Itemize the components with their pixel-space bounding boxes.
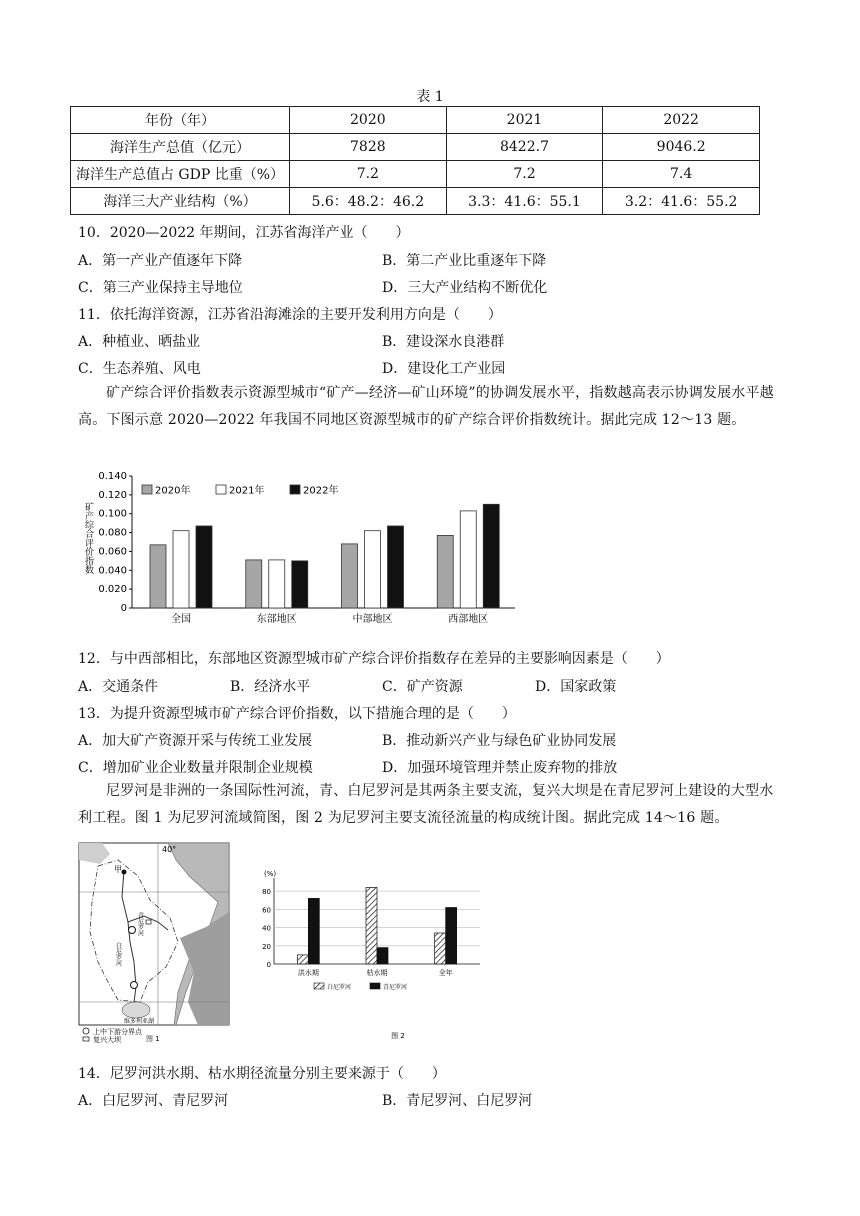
- y-tick-label: 60: [262, 906, 271, 915]
- bar-青尼罗河: [377, 948, 388, 964]
- table-cell: 2020: [290, 107, 447, 134]
- bar-2022年: [388, 526, 404, 608]
- legend-dam-label: 复兴大坝: [93, 1036, 121, 1044]
- nile-basin-map: [78, 842, 230, 1044]
- table-cell: 3.3：41.6：55.1: [446, 188, 603, 215]
- q12-option-c[interactable]: C．矿产资源: [382, 679, 463, 695]
- y-tick-label: 0.140: [98, 471, 127, 482]
- q10-option-b[interactable]: B．第二产业比重逐年下降: [382, 253, 547, 269]
- bar-2021年: [365, 531, 381, 608]
- table-cell: 8422.7: [446, 134, 603, 161]
- table-cell: 3.2：41.6：55.2: [603, 188, 760, 215]
- y-tick-label: 0.120: [98, 489, 127, 501]
- bar-白尼罗河: [366, 887, 377, 964]
- longitude-label: 40°: [162, 845, 177, 854]
- bar-2020年: [246, 560, 262, 608]
- question-13-stem: 13．为提升资源型城市矿产综合评价指数，以下措施合理的是（ ）: [78, 706, 516, 722]
- table-row-header: 海洋生产总值（亿元）: [71, 134, 290, 161]
- white-nile-label: 白尼罗河: [114, 942, 122, 966]
- legend-dam-icon: [83, 1037, 89, 1041]
- bar-2020年: [437, 535, 453, 608]
- q13-option-a[interactable]: A．加大矿产资源开采与传统工业发展: [78, 733, 313, 749]
- question-12-stem: 12．与中西部相比，东部地区资源型城市矿产综合评价指数存在差异的主要影响因素是（ ）: [78, 651, 670, 667]
- legend-label: 2020年: [155, 485, 191, 497]
- passage-nile: 尼罗河是非洲的一条国际性河流，青、白尼罗河是其两条主要支流，复兴大坝是在青尼罗河上建设的大型水利工程。图 1 为尼罗河流域简图，图 2 为尼罗河主要支流径流量的构成统计图。据此完成 14～16 题。: [78, 783, 774, 826]
- mineral-index-bar-chart: [70, 468, 520, 630]
- point-jia-label: 甲: [114, 865, 122, 874]
- table-cell: 7.2: [290, 161, 447, 188]
- point-jia-marker: [122, 870, 127, 875]
- lake-label: 维多利亚湖: [124, 1018, 155, 1025]
- y-tick-label: 0: [120, 603, 127, 614]
- y-tick-label: 0.100: [98, 508, 127, 520]
- legend-swatch: [314, 983, 324, 989]
- q12-option-d[interactable]: D．国家政策: [535, 679, 617, 695]
- marine-economy-table: [70, 106, 760, 215]
- nile-runoff-bar-chart: [248, 868, 484, 1040]
- q11-option-a[interactable]: A．种植业、晒盐业: [78, 334, 201, 350]
- q10-option-a[interactable]: A．第一产业产值逐年下降: [78, 253, 243, 269]
- q14-option-a[interactable]: A．白尼罗河、青尼罗河: [78, 1093, 229, 1109]
- q13-option-c[interactable]: C．增加矿业企业数量并限制企业规模: [78, 760, 313, 776]
- bar-2021年: [173, 531, 189, 608]
- x-category-label: 全国: [171, 614, 191, 625]
- table-row: [71, 161, 760, 188]
- boundary-point-marker: [129, 927, 136, 934]
- x-category-label: 中部地区: [352, 614, 393, 625]
- bar-2022年: [196, 526, 212, 608]
- table-row-header: 年份（年）: [71, 107, 290, 134]
- table-cell: 5.6：48.2：46.2: [290, 188, 447, 215]
- y-tick-label: 20: [262, 942, 271, 951]
- table-cell: 7828: [290, 134, 447, 161]
- bar-2021年: [460, 511, 476, 608]
- q12-option-b[interactable]: B．经济水平: [230, 679, 311, 695]
- legend-boundary-label: 上中下游分界点: [93, 1028, 142, 1036]
- table-row: [71, 107, 760, 134]
- table-caption: 表 1: [416, 89, 444, 105]
- table-cell: 7.2: [446, 161, 603, 188]
- q14-option-b[interactable]: B．青尼罗河、白尼罗河: [382, 1093, 533, 1109]
- bar-2021年: [269, 560, 285, 608]
- bar-青尼罗河: [446, 908, 457, 964]
- legend-label: 白尼罗河: [327, 984, 352, 991]
- legend-circle-icon: [83, 1028, 89, 1034]
- bar-2022年: [483, 504, 499, 608]
- y-tick-label: 0.020: [98, 584, 127, 596]
- figure-1-caption: 图 1: [146, 1035, 160, 1043]
- table-row: [71, 188, 760, 215]
- bar-白尼罗河: [435, 933, 446, 964]
- question-14-stem: 14．尼罗河洪水期、枯水期径流量分别主要来源于（ ）: [78, 1066, 446, 1082]
- passage-mineral-index: 矿产综合评价指数表示资源型城市“矿产—经济—矿山环境”的协调发展水平，指数越高表示协调发展水平越高。下图示意 2020—2022 年我国不同地区资源型城市的矿产综合评价指数统计。据此完成 12～13 题。: [78, 385, 774, 428]
- legend-label: 青尼罗河: [383, 984, 408, 991]
- legend-swatch: [216, 485, 226, 494]
- table-cell: 2021: [446, 107, 603, 134]
- q13-option-d[interactable]: D．加强环境管理并禁止废弃物的排放: [382, 760, 618, 776]
- legend-swatch: [370, 983, 380, 989]
- legend-label: 2021年: [229, 485, 265, 497]
- legend-label: 2022年: [303, 485, 339, 497]
- q11-option-b[interactable]: B．建设深水良港群: [382, 334, 505, 350]
- y-tick-label: 0.060: [98, 546, 127, 558]
- dam-marker: [146, 920, 151, 924]
- x-category-label: 枯水期: [366, 969, 388, 977]
- question-11-stem: 11．依托海洋资源，江苏省沿海滩涂的主要开发利用方向是（ ）: [78, 307, 502, 323]
- q13-option-b[interactable]: B．推动新兴产业与绿色矿业协同发展: [382, 733, 617, 749]
- y-tick-label: 0.080: [98, 527, 127, 539]
- table-cell: 7.4: [603, 161, 760, 188]
- x-category-label: 全年: [438, 969, 453, 977]
- x-category-label: 西部地区: [448, 614, 489, 625]
- y-axis-label: (%): [264, 870, 277, 878]
- table-cell: 9046.2: [603, 134, 760, 161]
- y-tick-label: 0.040: [98, 565, 127, 577]
- q10-option-c[interactable]: C．第三产业保持主导地位: [78, 280, 243, 296]
- q12-option-a[interactable]: A．交通条件: [78, 679, 159, 695]
- bar-青尼罗河: [308, 898, 319, 964]
- blue-nile-label: 青尼罗河: [136, 912, 144, 936]
- boundary-point-marker: [131, 982, 138, 989]
- q11-option-d[interactable]: D．建设化工产业园: [382, 361, 506, 377]
- table-cell: 2022: [603, 107, 760, 134]
- legend-swatch: [290, 485, 300, 494]
- y-tick-label: 0: [266, 961, 271, 969]
- y-tick-label: 80: [262, 888, 271, 897]
- y-axis-label: 矿产综合评价指数: [83, 502, 93, 574]
- legend-swatch: [142, 485, 152, 494]
- y-tick-label: 40: [262, 924, 271, 933]
- bar-2020年: [342, 544, 358, 608]
- table-row-header: 海洋生产总值占 GDP 比重（%）: [71, 161, 290, 188]
- q10-option-d[interactable]: D．三大产业结构不断优化: [382, 280, 548, 296]
- lake-victoria: [122, 1002, 150, 1018]
- figure-2-caption: 图 2: [391, 1032, 405, 1040]
- table-row: [71, 134, 760, 161]
- x-category-label: 洪水期: [297, 969, 319, 977]
- x-category-label: 东部地区: [256, 614, 297, 625]
- q11-option-c[interactable]: C．生态养殖、风电: [78, 361, 201, 377]
- question-10-stem: 10．2020—2022 年期间，江苏省海洋产业（ ）: [78, 225, 410, 241]
- bar-2020年: [150, 545, 166, 608]
- bar-白尼罗河: [297, 955, 308, 964]
- table-row-header: 海洋三大产业结构（%）: [71, 188, 290, 215]
- bar-2022年: [292, 561, 308, 608]
